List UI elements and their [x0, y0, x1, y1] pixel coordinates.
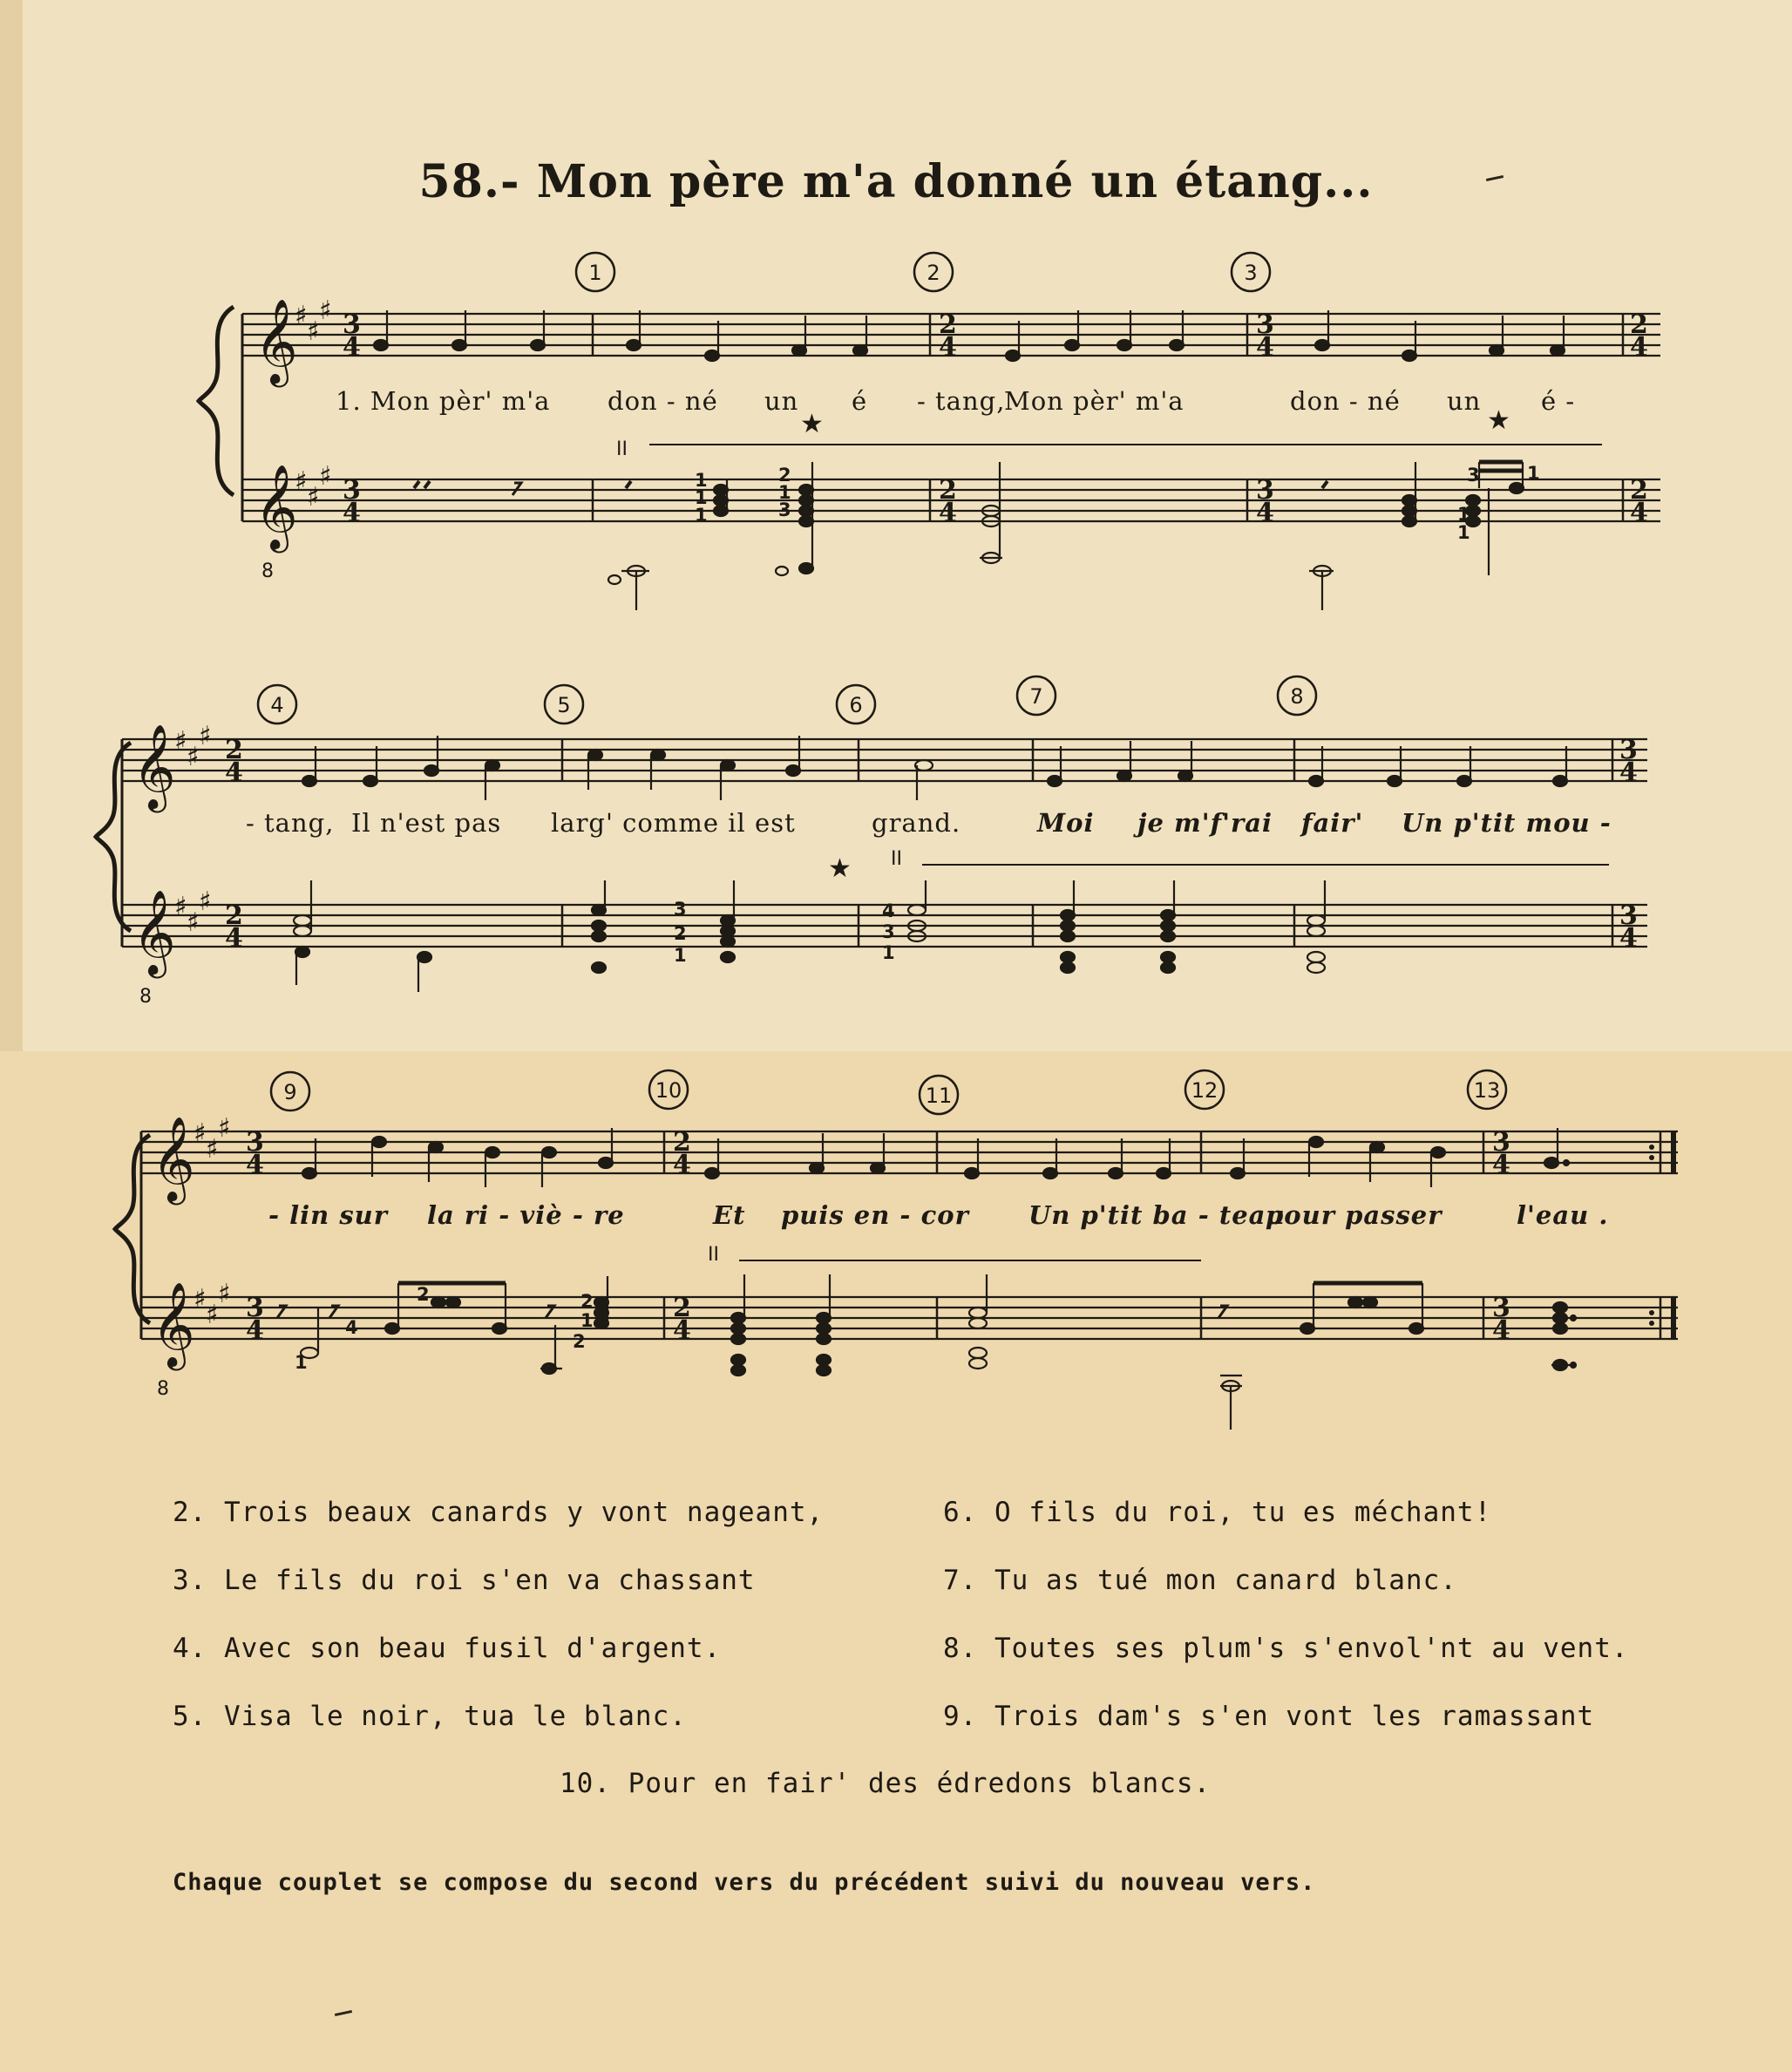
svg-text:don ‑ né: don ‑ né	[1290, 386, 1401, 416]
measure-numbers	[258, 676, 1316, 724]
svg-text:don ‑ né: don ‑ né	[608, 386, 718, 416]
svg-text:2: 2	[417, 1284, 430, 1305]
measure-numbers	[576, 253, 1270, 291]
brace	[199, 307, 234, 495]
svg-text:1. Mon pèr' m'a: 1. Mon pèr' m'a	[336, 386, 551, 416]
footnote: Chaque couplet se compose du second vers du précédent suivi du nouveau vers.	[173, 1869, 1316, 1896]
verse-line: 2. Trois beaux canards y vont nageant,	[173, 1497, 825, 1528]
svg-text:6: 6	[849, 693, 863, 717]
svg-text:4: 4	[246, 1315, 264, 1346]
music-system-1	[0, 227, 1792, 628]
svg-text:4: 4	[343, 498, 361, 528]
octave-mark: 8	[157, 1378, 169, 1400]
svg-text:1: 1	[778, 482, 791, 503]
svg-text:♯: ♯	[193, 1118, 207, 1149]
svg-text:♯: ♯	[174, 892, 187, 922]
measure-number: 2	[927, 261, 940, 285]
svg-text:pour passer: pour passer	[1266, 1200, 1442, 1230]
svg-text:♯: ♯	[206, 1300, 219, 1330]
svg-text:3: 3	[1619, 900, 1638, 931]
svg-text:3: 3	[343, 309, 361, 340]
svg-text:3: 3	[343, 475, 361, 506]
svg-text:4: 4	[939, 332, 957, 363]
svg-text:2: 2	[225, 735, 243, 765]
svg-text:1: 1	[1457, 504, 1470, 525]
svg-text:8: 8	[1290, 684, 1304, 709]
svg-text:é ‑: é ‑	[1541, 386, 1576, 416]
svg-text:3: 3	[1256, 475, 1274, 506]
svg-text:2: 2	[674, 923, 687, 944]
svg-text:♯: ♯	[307, 316, 320, 347]
svg-text:2: 2	[225, 900, 243, 931]
svg-text:4: 4	[225, 757, 243, 788]
svg-text:un: un	[764, 386, 799, 416]
svg-text:5: 5	[557, 693, 571, 717]
svg-text:1: 1	[1457, 522, 1470, 543]
star-icon: ★	[1487, 405, 1510, 436]
svg-text:‑ lin sur: ‑ lin sur	[268, 1200, 389, 1230]
svg-text:2: 2	[673, 1127, 691, 1158]
svg-text:2: 2	[1630, 309, 1648, 340]
svg-text:2: 2	[939, 475, 957, 506]
treble-clef-icon: 𝄞	[255, 464, 298, 549]
treble-clef-icon: 𝄞	[132, 724, 176, 809]
measure-numbers	[271, 1070, 1506, 1114]
svg-text:grand.: grand.	[872, 808, 961, 838]
svg-text:♯: ♯	[295, 301, 308, 331]
svg-text:♯: ♯	[218, 1113, 231, 1144]
svg-text:2: 2	[573, 1331, 586, 1352]
svg-text:3: 3	[778, 499, 791, 520]
svg-text:Un p'tit ba ‑ teau: Un p'tit ba ‑ teau	[1028, 1200, 1286, 1230]
svg-text:♯: ♯	[307, 482, 320, 513]
svg-text:3: 3	[674, 899, 687, 920]
lyrics-line	[268, 1200, 1608, 1230]
verse-line: 10. Pour en fair' des édredons blancs.	[560, 1768, 1212, 1799]
treble-clef-icon: 𝄞	[152, 1116, 195, 1201]
verse-line: 4. Avec son beau fusil d'argent.	[173, 1633, 722, 1664]
svg-text:Et: Et	[713, 1200, 746, 1230]
svg-text:1: 1	[695, 505, 708, 526]
svg-text:♯: ♯	[174, 726, 187, 757]
svg-text:4: 4	[1492, 1315, 1510, 1346]
svg-text:Mon pèr' m'a: Mon pèr' m'a	[1004, 386, 1184, 416]
svg-text:♯: ♯	[319, 461, 332, 492]
voice-staff	[122, 739, 1647, 781]
svg-text:♯: ♯	[319, 296, 332, 326]
svg-text:la ri ‑ viè ‑ re: la ri ‑ viè ‑ re	[427, 1200, 625, 1230]
music-system-3	[0, 1055, 1792, 1421]
svg-text:4: 4	[1256, 498, 1274, 528]
svg-text:4: 4	[225, 923, 243, 954]
svg-text:♯: ♯	[199, 887, 212, 917]
svg-text:4: 4	[673, 1315, 691, 1346]
measure-number: 1	[588, 261, 602, 285]
svg-text:4: 4	[270, 693, 284, 717]
svg-text:4: 4	[1630, 332, 1648, 363]
svg-text:3: 3	[1256, 309, 1274, 340]
treble-clef-icon: 𝄞	[152, 1281, 195, 1367]
svg-text:é: é	[852, 386, 868, 416]
svg-text:Un p'tit mou ‑: Un p'tit mou ‑	[1402, 808, 1612, 838]
measure-number: 3	[1244, 261, 1258, 285]
svg-text:♯: ♯	[206, 1134, 219, 1165]
lyrics-line	[246, 808, 1612, 838]
svg-text:‑ tang,: ‑ tang,	[917, 386, 1006, 416]
svg-text:4: 4	[345, 1317, 358, 1338]
svg-text:1: 1	[695, 487, 708, 508]
guitar-staff	[141, 1297, 1678, 1339]
guitar-notes	[414, 462, 1524, 610]
svg-text:9: 9	[283, 1080, 297, 1104]
svg-text:3: 3	[1467, 465, 1480, 486]
svg-text:10: 10	[655, 1078, 682, 1103]
svg-text:1: 1	[695, 470, 708, 491]
svg-text:♯: ♯	[187, 742, 200, 772]
svg-text:♯: ♯	[218, 1279, 231, 1309]
svg-text:2: 2	[1630, 475, 1648, 506]
repeat-dots	[1649, 1145, 1654, 1326]
svg-text:12: 12	[1191, 1078, 1218, 1103]
svg-text:Moi: Moi	[1037, 808, 1095, 838]
treble-clef-icon: 𝄞	[132, 889, 176, 975]
svg-text:Il n'est pas: Il n'est pas	[351, 808, 502, 838]
svg-text:4: 4	[246, 1150, 264, 1180]
fingerings	[674, 899, 895, 966]
svg-text:2: 2	[673, 1293, 691, 1323]
verse-line: 8. Toutes ses plum's s'envol'nt au vent.	[943, 1633, 1629, 1664]
svg-text:4: 4	[1256, 332, 1274, 363]
melody-notes	[302, 736, 1567, 800]
svg-text:♯: ♯	[187, 907, 200, 938]
svg-text:13: 13	[1473, 1078, 1501, 1103]
verse-line: 5. Visa le noir, tua le blanc.	[173, 1701, 687, 1732]
svg-text:3: 3	[1619, 735, 1638, 765]
svg-text:3: 3	[246, 1127, 264, 1158]
octave-mark: 8	[261, 560, 274, 582]
svg-text:3: 3	[1492, 1293, 1510, 1323]
svg-text:1: 1	[882, 942, 895, 963]
svg-text:4: 4	[1619, 757, 1638, 788]
svg-text:4: 4	[1619, 923, 1638, 954]
svg-text:fair': fair'	[1301, 808, 1364, 838]
svg-text:3: 3	[246, 1293, 264, 1323]
svg-text:2: 2	[580, 1291, 594, 1312]
lyrics-line	[336, 386, 1575, 416]
svg-text:larg' comme il est: larg' comme il est	[551, 808, 796, 838]
svg-text:1: 1	[674, 945, 687, 966]
verse-line: 6. O fils du roi, tu es méchant!	[943, 1497, 1492, 1528]
svg-text:♯: ♯	[295, 466, 308, 497]
svg-text:4: 4	[673, 1150, 691, 1180]
position-marker: II	[708, 1244, 719, 1266]
music-system-2	[0, 662, 1792, 1046]
svg-text:4: 4	[1492, 1150, 1510, 1180]
svg-text:1: 1	[295, 1352, 308, 1373]
svg-text:1: 1	[1527, 463, 1540, 484]
svg-text:puis en ‑ cor: puis en ‑ cor	[781, 1200, 969, 1230]
verse-line: 7. Tu as tué mon canard blanc.	[943, 1565, 1457, 1596]
svg-text:♯: ♯	[199, 721, 212, 751]
star-icon: ★	[828, 853, 852, 884]
svg-text:7: 7	[1029, 684, 1043, 709]
svg-text:11: 11	[925, 1084, 953, 1108]
verse-line: 3. Le fils du roi s'en va chassant	[173, 1565, 756, 1596]
svg-text:un: un	[1447, 386, 1482, 416]
verse-line: 9. Trois dam's s'en vont les ramassant	[943, 1701, 1595, 1732]
treble-clef-icon: 𝄞	[255, 298, 298, 384]
svg-text:♯: ♯	[193, 1284, 207, 1315]
octave-mark: 8	[139, 986, 152, 1008]
svg-text:3: 3	[1492, 1127, 1510, 1158]
svg-text:4: 4	[882, 900, 895, 921]
svg-text:je m'f'rai: je m'f'rai	[1137, 808, 1273, 838]
svg-text:1: 1	[580, 1310, 594, 1331]
svg-text:4: 4	[939, 498, 957, 528]
svg-text:4: 4	[1630, 498, 1648, 528]
svg-text:l'eau .: l'eau .	[1517, 1200, 1609, 1230]
time-signatures	[246, 1127, 1510, 1346]
svg-text:2: 2	[778, 465, 791, 486]
svg-text:‑ tang,: ‑ tang,	[246, 808, 335, 838]
svg-text:3: 3	[882, 921, 895, 942]
svg-text:2: 2	[939, 309, 957, 340]
song-title: 58.‑ Mon père m'a donné un étang...	[418, 155, 1374, 208]
position-marker: II	[616, 438, 628, 460]
svg-text:4: 4	[343, 332, 361, 363]
position-marker: II	[891, 848, 902, 870]
melody-notes	[302, 1128, 1569, 1187]
star-icon: ★	[800, 409, 824, 439]
